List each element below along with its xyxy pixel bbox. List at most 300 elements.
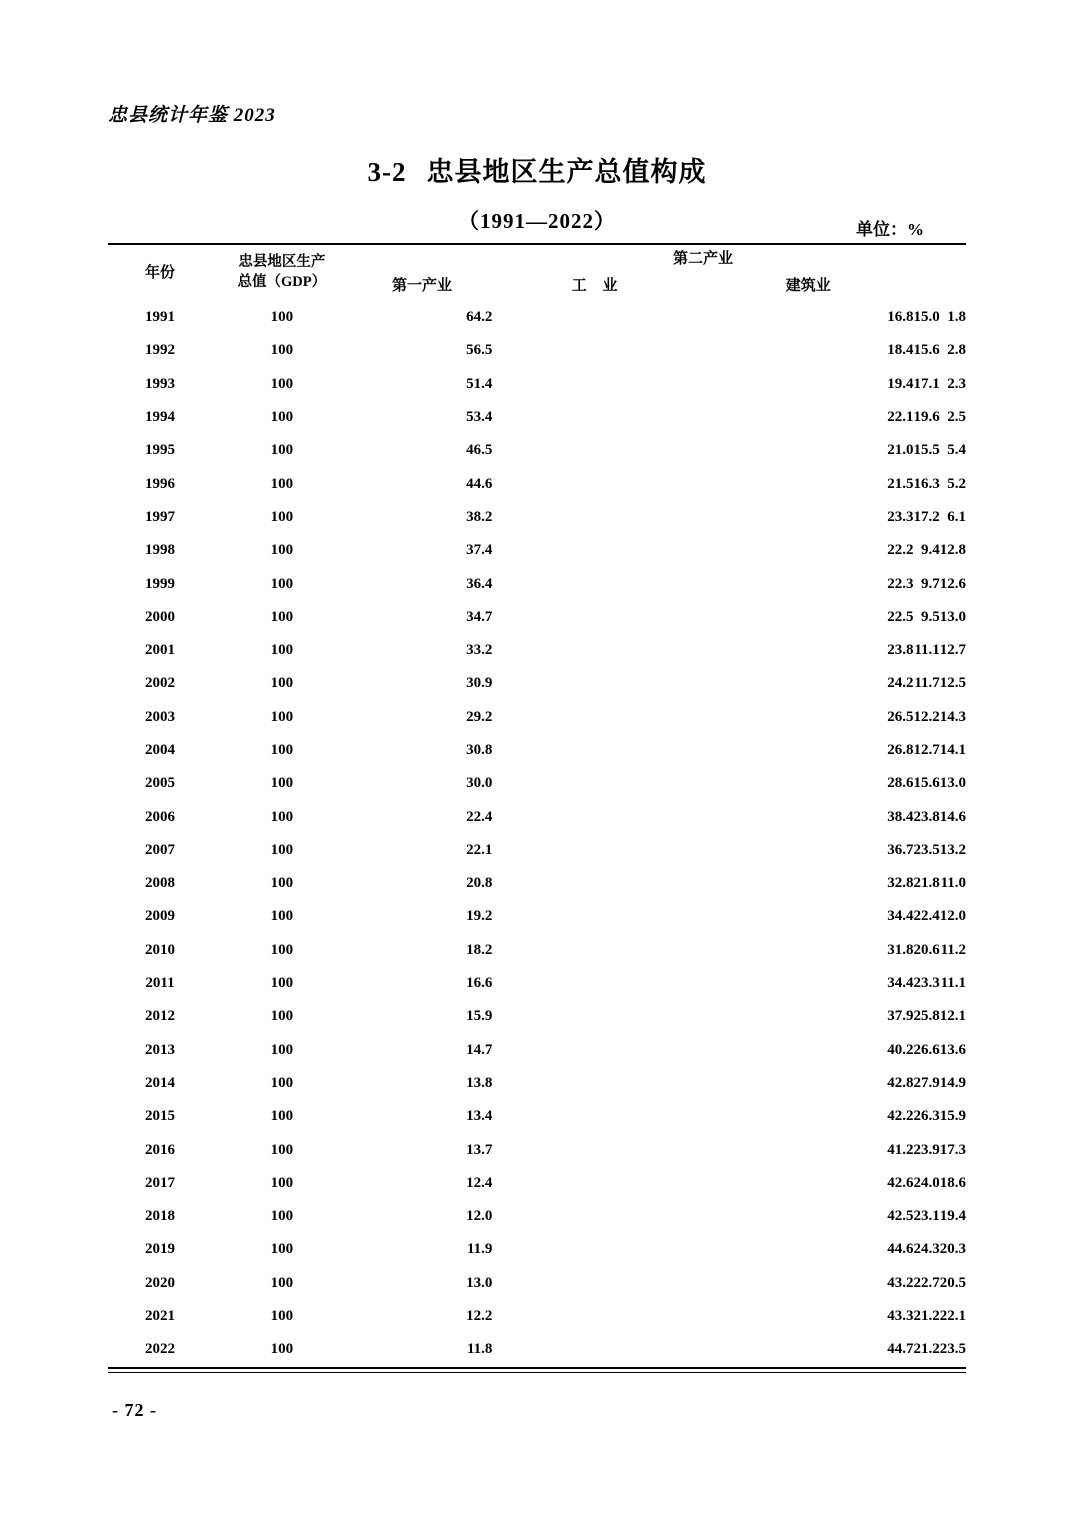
cell-secondary-group (914, 800, 967, 833)
table-row (108, 1200, 966, 1233)
cell-industry: 15.6 (913, 775, 940, 792)
secondary-subrow (914, 1008, 967, 1025)
table-row (108, 900, 966, 933)
cell-industry: 15.0 (913, 309, 940, 326)
cell-industry: 16.3 (913, 475, 940, 492)
cell-gdp: 100 (270, 575, 294, 592)
cell-industry: 24.3 (913, 1241, 940, 1258)
secondary-subcells (914, 709, 967, 726)
cell-secondary: 44.6 (887, 1241, 914, 1258)
cell-secondary: 34.4 (887, 908, 914, 925)
cell-gdp: 100 (270, 1241, 294, 1258)
cell-secondary-group (914, 900, 967, 933)
table-row (108, 368, 966, 401)
secondary-subrow (914, 908, 967, 925)
cell-secondary-group (914, 434, 967, 467)
cell-primary: 13.4 (466, 1108, 493, 1125)
table-row (108, 401, 966, 434)
industry-label (492, 272, 703, 300)
cell-gdp: 100 (270, 442, 294, 459)
secondary-subcells (914, 1241, 967, 1258)
cell-construction: 23.5 (939, 1341, 966, 1358)
cell-industry: 11.7 (914, 675, 940, 692)
spacer-cell (352, 246, 493, 272)
cell-industry: 21.8 (913, 875, 940, 892)
industry-label-text: 工 业 (571, 277, 624, 294)
secondary-subrow (914, 476, 967, 493)
cell-gdp: 100 (270, 542, 294, 559)
primary-header-stack (352, 246, 493, 300)
cell-industry: 24.0 (913, 1174, 940, 1191)
secondary-subrow (914, 509, 967, 526)
cell-primary: 12.0 (466, 1208, 493, 1225)
cell-gdp: 100 (270, 708, 294, 725)
cell-gdp: 100 (270, 941, 294, 958)
primary-header-top (352, 246, 493, 272)
cell-construction: 12.6 (939, 575, 966, 592)
cell-secondary: 31.8 (887, 941, 914, 958)
cell-gdp: 100 (270, 642, 294, 659)
table-row (108, 1233, 966, 1266)
table-row (108, 467, 966, 500)
secondary-header-bottom (492, 272, 913, 300)
cell-construction: 2.5 (947, 409, 966, 426)
cell-construction: 14.9 (939, 1074, 966, 1091)
cell-industry: 12.2 (913, 708, 940, 725)
cell-secondary-group (914, 934, 967, 967)
table-row (108, 1133, 966, 1166)
cell-primary: 22.4 (466, 808, 493, 825)
secondary-subrow (914, 642, 967, 659)
table-body (108, 301, 966, 1368)
cell-secondary-group (914, 567, 967, 600)
secondary-subrow (914, 842, 967, 859)
column-header-gdp (212, 244, 352, 301)
cell-secondary: 40.2 (887, 1041, 914, 1058)
cell-secondary-group (914, 867, 967, 900)
table-row (108, 1167, 966, 1200)
secondary-subrow (914, 675, 967, 692)
cell-industry: 22.7 (913, 1274, 940, 1291)
table-row (108, 934, 966, 967)
primary-label: 第一产业 (392, 277, 453, 294)
secondary-header-stack (492, 246, 913, 300)
cell-primary: 38.2 (466, 508, 493, 525)
cell-year: 1995 (145, 442, 176, 459)
cell-construction: 12.5 (939, 675, 966, 692)
cell-primary: 18.2 (466, 941, 493, 958)
cell-year: 1999 (145, 575, 176, 592)
cell-secondary: 32.8 (887, 875, 914, 892)
secondary-subcells (914, 1275, 967, 1292)
cell-secondary: 43.3 (887, 1308, 914, 1325)
cell-secondary-group (914, 701, 967, 734)
cell-construction: 6.1 (947, 508, 966, 525)
cell-industry: 23.5 (913, 841, 940, 858)
cell-primary: 11.8 (466, 1341, 493, 1358)
cell-primary: 13.0 (466, 1274, 493, 1291)
cell-industry: 15.5 (913, 442, 940, 459)
cell-gdp: 100 (270, 1341, 294, 1358)
cell-secondary-group (914, 667, 967, 700)
table-row (108, 800, 966, 833)
cell-primary: 34.7 (466, 608, 493, 625)
cell-construction: 14.1 (939, 742, 966, 758)
cell-construction: 5.2 (947, 475, 966, 492)
cell-gdp: 100 (270, 841, 294, 858)
column-header-gdp-line2: 总值（GDP） (237, 274, 327, 290)
secondary-subcells (914, 1308, 967, 1325)
table-row (108, 1000, 966, 1033)
cell-year: 2020 (145, 1274, 176, 1291)
cell-industry: 11.1 (914, 642, 940, 659)
table-row (108, 767, 966, 800)
cell-secondary-group (914, 1100, 967, 1133)
cell-year: 2007 (145, 841, 176, 858)
cell-construction: 11.0 (940, 875, 966, 892)
cell-year: 2022 (145, 1341, 176, 1358)
table-row (108, 734, 966, 767)
cell-secondary: 24.2 (887, 675, 914, 692)
cell-year: 2002 (145, 675, 176, 692)
cell-gdp: 100 (270, 1141, 294, 1158)
secondary-subcells (914, 842, 967, 859)
cell-industry: 25.8 (913, 1008, 940, 1025)
secondary-subcells (914, 675, 967, 692)
secondary-subrow (914, 1275, 967, 1292)
cell-secondary: 43.2 (887, 1274, 914, 1291)
cell-gdp: 100 (270, 875, 294, 892)
secondary-subcells (914, 1108, 967, 1125)
cell-industry: 9.7 (921, 575, 940, 592)
cell-year: 2016 (145, 1141, 176, 1158)
cell-industry: 20.6 (913, 941, 940, 958)
cell-secondary: 34.4 (887, 975, 914, 992)
secondary-subrow (914, 875, 967, 892)
cell-primary: 30.9 (466, 675, 493, 692)
cell-primary: 14.7 (466, 1041, 493, 1058)
table-row (108, 501, 966, 534)
secondary-subcells (914, 1142, 967, 1159)
table-number: 3-2 (367, 157, 407, 187)
secondary-subrow (914, 1341, 967, 1358)
cell-year: 1992 (145, 342, 176, 359)
footer-rule (108, 1372, 966, 1373)
cell-primary: 51.4 (466, 375, 493, 392)
secondary-subcells (914, 476, 967, 493)
cell-construction: 20.3 (939, 1241, 966, 1258)
cell-secondary: 28.6 (887, 775, 914, 792)
cell-construction: 2.8 (947, 342, 966, 359)
secondary-subrow (914, 1241, 967, 1258)
secondary-subrow (914, 409, 967, 426)
cell-year: 1997 (145, 508, 176, 525)
cell-construction: 12.1 (939, 1008, 966, 1025)
cell-primary: 44.6 (466, 475, 493, 492)
cell-year: 2011 (145, 975, 175, 992)
cell-year: 2012 (145, 1008, 176, 1025)
cell-year: 2006 (145, 808, 176, 825)
cell-industry: 12.7 (913, 742, 940, 758)
cell-secondary: 26.5 (887, 708, 914, 725)
cell-industry: 9.4 (921, 542, 940, 559)
table-row (108, 667, 966, 700)
cell-secondary: 23.8 (887, 642, 914, 659)
secondary-subcells (914, 775, 967, 792)
table-row (108, 1333, 966, 1367)
secondary-subrow (914, 942, 967, 959)
cell-secondary: 22.3 (887, 575, 914, 592)
cell-primary: 15.9 (466, 1008, 493, 1025)
cell-industry: 23.8 (913, 808, 940, 825)
cell-primary: 36.4 (466, 575, 493, 592)
cell-construction: 1.8 (947, 309, 966, 326)
cell-primary: 13.7 (466, 1141, 493, 1158)
cell-primary: 12.4 (466, 1174, 493, 1191)
cell-gdp: 100 (270, 475, 294, 492)
cell-year: 2009 (145, 908, 176, 925)
cell-secondary-group (914, 534, 967, 567)
cell-gdp: 100 (270, 342, 294, 359)
cell-secondary-group (914, 368, 967, 401)
table-row (108, 967, 966, 1000)
cell-primary: 30.0 (466, 775, 493, 792)
cell-primary: 16.6 (466, 975, 493, 992)
table-row (108, 1100, 966, 1133)
cell-primary: 13.8 (466, 1074, 493, 1091)
cell-year: 2018 (145, 1208, 176, 1225)
header-row (108, 244, 966, 301)
cell-year: 1996 (145, 475, 176, 492)
cell-year: 2021 (145, 1308, 176, 1325)
secondary-subrow (914, 1142, 967, 1159)
cell-primary: 56.5 (466, 342, 493, 359)
table-row (108, 301, 966, 334)
table-head (108, 244, 966, 301)
table-row (108, 1067, 966, 1100)
cell-secondary-group (914, 1200, 967, 1233)
secondary-subrow (914, 1075, 967, 1092)
cell-year: 1991 (145, 309, 176, 326)
secondary-subcells (914, 342, 967, 359)
cell-gdp: 100 (270, 1041, 294, 1058)
cell-secondary: 22.2 (887, 542, 914, 559)
secondary-label: 第二产业 (672, 250, 733, 267)
cell-gdp: 100 (270, 409, 294, 426)
cell-industry: 22.4 (913, 908, 940, 925)
cell-secondary-group (914, 1300, 967, 1333)
secondary-subcells (914, 1341, 967, 1358)
secondary-subcells (914, 809, 967, 826)
table-row (108, 834, 966, 867)
running-head: 忠县统计年鉴 2023 (108, 105, 276, 126)
secondary-subcells (914, 1075, 967, 1092)
cell-secondary-group (914, 301, 967, 334)
cell-construction: 12.7 (939, 642, 966, 659)
secondary-subcells (914, 942, 967, 959)
page-title (0, 150, 1074, 189)
cell-gdp: 100 (270, 508, 294, 525)
cell-year: 2008 (145, 875, 176, 892)
table-row (108, 1300, 966, 1333)
cell-gdp: 100 (270, 608, 294, 625)
cell-industry: 26.6 (913, 1041, 940, 1058)
table-row (108, 434, 966, 467)
secondary-subrow (914, 1042, 967, 1059)
table-row (108, 1034, 966, 1067)
unit-note: 单位：% (856, 220, 924, 239)
cell-gdp: 100 (270, 975, 294, 992)
cell-secondary: 42.2 (887, 1108, 914, 1125)
cell-construction: 13.0 (939, 608, 966, 625)
cell-secondary-group (914, 1000, 967, 1033)
cell-construction: 13.2 (939, 841, 966, 858)
cell-secondary: 42.5 (887, 1208, 914, 1225)
cell-secondary-group (914, 501, 967, 534)
cell-primary: 37.4 (466, 542, 493, 559)
cell-industry: 21.2 (913, 1308, 940, 1325)
secondary-subrow (914, 775, 967, 792)
secondary-subrow (914, 542, 967, 559)
cell-construction: 12.0 (939, 908, 966, 925)
cell-construction: 20.5 (939, 1274, 966, 1291)
cell-primary: 29.2 (466, 708, 493, 725)
column-header-primary (352, 244, 493, 301)
page-number: - 72 - (112, 1400, 157, 1420)
cell-secondary-group (914, 1233, 967, 1266)
cell-construction: 15.9 (939, 1108, 966, 1125)
column-header-gdp-line1: 忠县地区生产 (238, 254, 326, 271)
cell-industry: 23.1 (913, 1208, 940, 1225)
cell-year: 2004 (145, 742, 176, 758)
secondary-subcells (914, 609, 967, 626)
table-row (108, 701, 966, 734)
primary-header-bottom (352, 272, 493, 300)
cell-year: 2017 (145, 1174, 176, 1191)
cell-secondary-group (914, 1167, 967, 1200)
table-row (108, 634, 966, 667)
cell-secondary: 36.7 (887, 841, 914, 858)
secondary-subcells (914, 975, 967, 992)
cell-secondary-group (914, 1267, 967, 1300)
secondary-subrow (914, 309, 967, 326)
secondary-subcells (914, 576, 967, 593)
cell-gdp: 100 (270, 675, 294, 692)
cell-gdp: 100 (270, 1308, 294, 1325)
cell-year: 2001 (145, 642, 176, 659)
secondary-subcells (914, 442, 967, 459)
cell-secondary-group (914, 967, 967, 1000)
cell-construction: 12.8 (939, 542, 966, 559)
cell-year: 2010 (145, 941, 176, 958)
secondary-subcells (914, 542, 967, 559)
cell-year: 1998 (145, 542, 176, 559)
table-row (108, 534, 966, 567)
cell-secondary: 26.8 (887, 742, 914, 758)
cell-secondary-group (914, 1333, 967, 1367)
cell-year: 2000 (145, 608, 176, 625)
table-row (108, 867, 966, 900)
cell-industry: 17.2 (913, 508, 940, 525)
cell-construction: 13.0 (939, 775, 966, 792)
cell-primary: 12.2 (466, 1308, 493, 1325)
cell-secondary: 42.8 (887, 1074, 914, 1091)
secondary-subrow (914, 609, 967, 626)
cell-year: 1994 (145, 409, 176, 426)
title-text: 忠县地区生产总值构成 (426, 157, 707, 187)
cell-year: 2015 (145, 1108, 176, 1125)
cell-construction: 11.1 (940, 975, 966, 992)
secondary-subcells (914, 908, 967, 925)
cell-gdp: 100 (270, 775, 294, 792)
cell-gdp: 100 (270, 309, 294, 326)
cell-gdp: 100 (270, 375, 294, 392)
cell-construction: 11.2 (940, 941, 966, 958)
cell-industry: 17.1 (913, 375, 940, 392)
cell-secondary: 42.6 (887, 1174, 914, 1191)
cell-primary: 22.1 (466, 841, 493, 858)
cell-year: 2003 (145, 708, 176, 725)
cell-secondary: 37.9 (887, 1008, 914, 1025)
cell-secondary-group (914, 634, 967, 667)
secondary-subrow (914, 742, 967, 759)
cell-industry: 15.6 (913, 342, 940, 359)
secondary-subrow (914, 376, 967, 393)
secondary-subrow (914, 1208, 967, 1225)
cell-gdp: 100 (270, 1174, 294, 1191)
cell-construction: 5.4 (947, 442, 966, 459)
cell-secondary: 38.4 (887, 808, 914, 825)
secondary-subrow (914, 975, 967, 992)
cell-secondary: 16.8 (887, 309, 914, 326)
cell-gdp: 100 (270, 742, 294, 758)
cell-industry: 19.6 (913, 409, 940, 426)
cell-secondary: 22.5 (887, 608, 914, 625)
cell-gdp: 100 (270, 808, 294, 825)
secondary-subrow (914, 809, 967, 826)
secondary-subcells (914, 1042, 967, 1059)
cell-year: 2013 (145, 1041, 176, 1058)
secondary-subcells (914, 409, 967, 426)
secondary-subcells (914, 742, 967, 759)
cell-primary: 46.5 (466, 442, 493, 459)
cell-secondary-group (914, 834, 967, 867)
cell-secondary-group (914, 401, 967, 434)
secondary-subcells (914, 875, 967, 892)
cell-secondary: 18.4 (887, 342, 914, 359)
cell-secondary: 22.1 (887, 409, 914, 426)
cell-secondary: 21.0 (887, 442, 914, 459)
cell-construction: 2.3 (947, 375, 966, 392)
cell-secondary-group (914, 1133, 967, 1166)
secondary-subcells (914, 1175, 967, 1192)
cell-gdp: 100 (270, 908, 294, 925)
cell-industry: 9.5 (921, 608, 940, 625)
cell-construction: 18.6 (939, 1174, 966, 1191)
table-row (108, 334, 966, 367)
secondary-subcells (914, 376, 967, 393)
secondary-header-top (492, 246, 913, 272)
cell-secondary-group (914, 734, 967, 767)
table-row (108, 601, 966, 634)
cell-primary: 11.9 (466, 1241, 493, 1258)
cell-secondary: 44.7 (887, 1341, 914, 1358)
cell-construction: 13.6 (939, 1041, 966, 1058)
table-row (108, 567, 966, 600)
cell-secondary-group (914, 1034, 967, 1067)
cell-construction: 17.3 (939, 1141, 966, 1158)
cell-primary: 64.2 (466, 309, 493, 326)
